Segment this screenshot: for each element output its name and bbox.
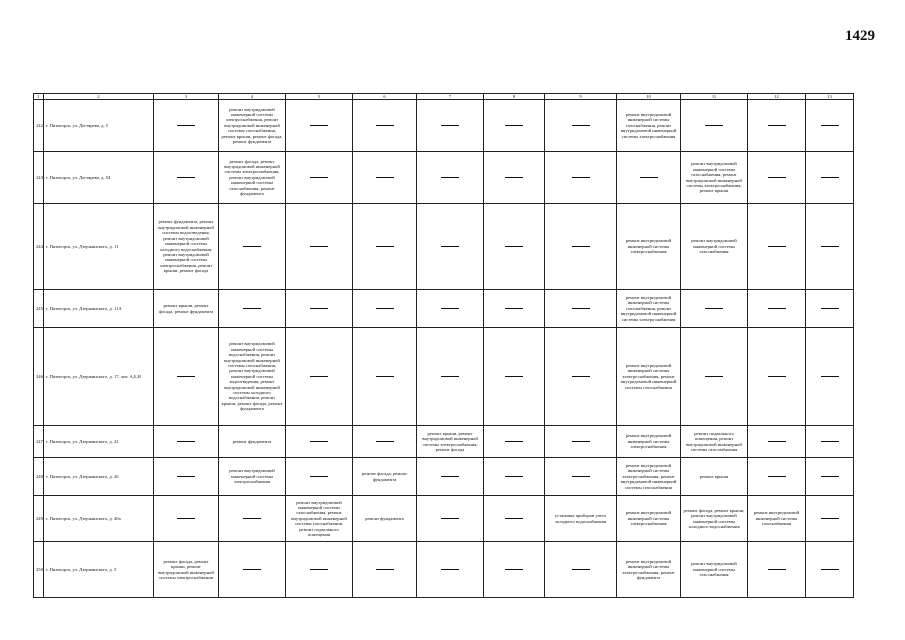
empty-dash-cell <box>154 328 219 426</box>
dash-mark <box>821 441 839 442</box>
dash-mark <box>505 177 523 178</box>
table-body <box>34 100 854 598</box>
dash-mark <box>441 308 459 309</box>
dash-mark <box>243 518 261 519</box>
address-cell: г. Пятигорск, ул. Дзержинского, д. 17, лит. А,Б,В <box>44 328 154 426</box>
empty-dash-cell <box>219 290 286 328</box>
empty-dash-cell <box>484 496 545 542</box>
work-type-text: ремонт внутридомовой инженерной системы газоснабжения, ремонт внутридомовой инженерной системы электроснабжения, ремонт крыши <box>686 161 742 194</box>
empty-dash-cell <box>748 152 806 204</box>
column-header: 9 <box>545 94 617 100</box>
work-type-cell <box>219 426 286 458</box>
dash-mark <box>376 308 394 309</box>
column-header: 7 <box>417 94 484 100</box>
empty-dash-cell <box>545 542 617 598</box>
table-row <box>34 542 854 598</box>
work-type-text: ремонт внутридомовой инженерной системы электроснабжения <box>625 238 672 255</box>
empty-dash-cell <box>417 328 484 426</box>
dash-mark <box>572 441 590 442</box>
dash-mark <box>505 441 523 442</box>
work-type-cell <box>545 496 617 542</box>
table-row <box>34 152 854 204</box>
dash-mark <box>505 569 523 570</box>
dash-mark <box>768 476 786 477</box>
work-type-text: ремонт фундамента, ремонт внутридомовой инженерной системы водоотведения, ремонт внутридомовой инженерной системы холодного водоснабжения, ремонт внутридомовой инженерной системы электроснабжения, ремонт крыши, ремонт фасада <box>158 219 214 274</box>
address-cell: г. Пятигорск, ул. Дзержинского, д. 5 <box>44 542 154 598</box>
dash-mark <box>243 246 261 247</box>
column-header: 1 <box>34 94 44 100</box>
empty-dash-cell <box>219 204 286 290</box>
empty-dash-cell <box>484 542 545 598</box>
work-type-text: ремонт внутридомовой инженерной системы газоснабжения <box>691 561 737 578</box>
row-number: 244 <box>34 204 44 290</box>
dash-mark <box>572 476 590 477</box>
empty-dash-cell <box>353 152 417 204</box>
empty-dash-cell <box>545 100 617 152</box>
dash-mark <box>821 376 839 377</box>
work-type-cell <box>617 458 681 496</box>
empty-dash-cell <box>806 290 854 328</box>
work-type-text: ремонт фасада, ремонт внутридомовой инженерной системы электроснабжения, ремонт внутридомовой инженерной системы газоснабжения, ремонт фундамента <box>224 158 280 197</box>
dash-mark <box>768 125 786 126</box>
repair-schedule-table <box>33 93 854 598</box>
empty-dash-cell <box>748 458 806 496</box>
dash-mark <box>441 177 459 178</box>
dash-mark <box>705 308 723 309</box>
empty-dash-cell <box>154 152 219 204</box>
empty-dash-cell <box>806 458 854 496</box>
work-type-cell <box>748 496 806 542</box>
work-type-cell <box>617 542 681 598</box>
empty-dash-cell <box>681 290 748 328</box>
work-type-cell <box>681 204 748 290</box>
dash-mark <box>310 125 328 126</box>
dash-mark <box>821 246 839 247</box>
empty-dash-cell <box>219 542 286 598</box>
work-type-text: ремонт фасада, ремонт фундамента <box>362 471 407 482</box>
dash-mark <box>572 246 590 247</box>
work-type-text: ремонт внутридомовой инженерной системы газоснабжения, ремонт внутридомовой инженерной системы электроснабжения <box>620 111 677 139</box>
table-row <box>34 496 854 542</box>
dash-mark <box>505 246 523 247</box>
empty-dash-cell <box>545 204 617 290</box>
row-number: 250 <box>34 542 44 598</box>
row-number: 243 <box>34 152 44 204</box>
empty-dash-cell <box>748 290 806 328</box>
dash-mark <box>441 518 459 519</box>
dash-mark <box>705 376 723 377</box>
work-type-text: ремонт внутридомовой инженерной системы электроснабжения <box>625 510 672 527</box>
work-type-text: ремонт фундамента <box>232 438 272 444</box>
dash-mark <box>441 246 459 247</box>
dash-mark <box>310 308 328 309</box>
empty-dash-cell <box>617 152 681 204</box>
dash-mark <box>505 518 523 519</box>
work-type-cell <box>617 100 681 152</box>
work-type-cell <box>219 152 286 204</box>
column-header: 8 <box>484 94 545 100</box>
dash-mark <box>310 441 328 442</box>
work-type-text: ремонт фасада, ремонт крыши, ремонт внутридомовой инженерной системы электроснабжения <box>158 558 214 580</box>
empty-dash-cell <box>417 542 484 598</box>
empty-dash-cell <box>806 204 854 290</box>
empty-dash-cell <box>748 426 806 458</box>
dash-mark <box>441 476 459 477</box>
dash-mark <box>441 125 459 126</box>
work-type-text: ремонт крыши, ремонт фасада, ремонт фундамента <box>158 303 214 314</box>
dash-mark <box>821 177 839 178</box>
empty-dash-cell <box>806 328 854 426</box>
column-header: 3 <box>154 94 219 100</box>
work-type-text: ремонт фасада, ремонт крыши, ремонт внутридомовой инженерной системы холодного водоснабжения <box>683 507 745 529</box>
dash-mark <box>821 476 839 477</box>
work-type-text: ремонт внутридомовой инженерной системы газоснабжения <box>753 510 800 527</box>
empty-dash-cell <box>353 426 417 458</box>
empty-dash-cell <box>353 204 417 290</box>
empty-dash-cell <box>154 458 219 496</box>
empty-dash-cell <box>417 204 484 290</box>
work-type-cell <box>681 542 748 598</box>
empty-dash-cell <box>484 100 545 152</box>
work-type-text: ремонт внутридомовой инженерной системы газоснабжения, ремонт внутридомовой инженерной системы газоснабжения, ремонт подвального помещения <box>291 499 347 538</box>
dash-mark <box>177 177 195 178</box>
dash-mark <box>310 177 328 178</box>
row-number: 248 <box>34 458 44 496</box>
dash-mark <box>768 441 786 442</box>
empty-dash-cell <box>154 496 219 542</box>
empty-dash-cell <box>484 426 545 458</box>
dash-mark <box>441 376 459 377</box>
empty-dash-cell <box>353 290 417 328</box>
work-type-cell <box>417 426 484 458</box>
table-row <box>34 458 854 496</box>
work-type-text: ремонт внутридомовой инженерной системы водоснабжения, ремонт внутридомовой инженерной системы газоснабжения, ремонт внутридомовой инженерной системы водоотведения, ремонт внутридомовой инженерной системы холодного водоснабжения, ремонт крыши, ремонт фасада, ремонт фундамента <box>221 341 283 412</box>
empty-dash-cell <box>154 426 219 458</box>
column-header: 6 <box>353 94 417 100</box>
column-header: 4 <box>219 94 286 100</box>
empty-dash-cell <box>286 328 353 426</box>
address-cell: г. Пятигорск, ул. Дзержинского, д. 22 <box>44 426 154 458</box>
empty-dash-cell <box>353 100 417 152</box>
dash-mark <box>310 376 328 377</box>
row-number: 245 <box>34 290 44 328</box>
dash-mark <box>177 376 195 377</box>
table-row <box>34 204 854 290</box>
column-header: 12 <box>748 94 806 100</box>
empty-dash-cell <box>286 100 353 152</box>
dash-mark <box>243 308 261 309</box>
work-type-text: ремонт крыши <box>699 473 729 479</box>
dash-mark <box>177 441 195 442</box>
empty-dash-cell <box>286 426 353 458</box>
work-type-cell <box>154 290 219 328</box>
dash-mark <box>572 177 590 178</box>
work-type-cell <box>617 426 681 458</box>
dash-mark <box>310 569 328 570</box>
table-row <box>34 290 854 328</box>
empty-dash-cell <box>286 458 353 496</box>
dash-mark <box>177 125 195 126</box>
dash-mark <box>768 246 786 247</box>
dash-mark <box>821 308 839 309</box>
empty-dash-cell <box>681 328 748 426</box>
empty-dash-cell <box>286 152 353 204</box>
dash-mark <box>821 125 839 126</box>
work-type-text: ремонт внутридомовой инженерной системы электроснабжения, ремонт внутридомовой инженерной системы газоснабжения <box>620 462 677 490</box>
empty-dash-cell <box>417 496 484 542</box>
dash-mark <box>376 569 394 570</box>
dash-mark <box>768 177 786 178</box>
work-type-cell <box>353 496 417 542</box>
address-cell: г. Пятигорск, ул. Дзержинского, д. 11А <box>44 290 154 328</box>
dash-mark <box>572 569 590 570</box>
empty-dash-cell <box>417 458 484 496</box>
empty-dash-cell <box>286 290 353 328</box>
empty-dash-cell <box>748 204 806 290</box>
work-type-cell <box>617 328 681 426</box>
dash-mark <box>768 308 786 309</box>
row-number: 242 <box>34 100 44 152</box>
dash-mark <box>572 376 590 377</box>
work-type-text: ремонт внутридомовой инженерной системы электроснабжения, ремонт внутридомовой инженерной системы газоснабжения <box>620 362 677 390</box>
dash-mark <box>376 441 394 442</box>
row-number: 249 <box>34 496 44 542</box>
work-type-cell <box>219 328 286 426</box>
empty-dash-cell <box>286 204 353 290</box>
empty-dash-cell <box>484 204 545 290</box>
empty-dash-cell <box>748 100 806 152</box>
page-number: 1429 <box>845 28 875 44</box>
empty-dash-cell <box>545 290 617 328</box>
work-type-text: ремонт внутридомовой инженерной системы электроснабжения <box>625 433 672 450</box>
dash-mark <box>376 177 394 178</box>
work-type-cell <box>681 152 748 204</box>
empty-dash-cell <box>545 426 617 458</box>
empty-dash-cell <box>353 328 417 426</box>
column-header: 5 <box>286 94 353 100</box>
dash-mark <box>505 376 523 377</box>
dash-mark <box>768 569 786 570</box>
work-type-cell <box>681 496 748 542</box>
column-header: 11 <box>681 94 748 100</box>
empty-dash-cell <box>484 458 545 496</box>
empty-dash-cell <box>806 426 854 458</box>
dash-mark <box>572 308 590 309</box>
row-number: 246 <box>34 328 44 426</box>
dash-mark <box>376 376 394 377</box>
column-header: 10 <box>617 94 681 100</box>
empty-dash-cell <box>748 542 806 598</box>
dash-mark <box>376 246 394 247</box>
work-type-cell <box>617 496 681 542</box>
dash-mark <box>768 376 786 377</box>
work-type-cell <box>353 458 417 496</box>
address-cell: г. Пятигорск, ул. Дегтярева, д. 54 <box>44 152 154 204</box>
dash-mark <box>310 476 328 477</box>
dash-mark <box>177 518 195 519</box>
work-type-text: ремонт подвального помещения, ремонт внутридомовой инженерной системы газоснабжения <box>686 430 742 452</box>
empty-dash-cell <box>417 290 484 328</box>
dash-mark <box>821 518 839 519</box>
empty-dash-cell <box>806 152 854 204</box>
table-row <box>34 328 854 426</box>
column-header: 2 <box>44 94 154 100</box>
empty-dash-cell <box>806 542 854 598</box>
address-cell: г. Пятигорск, ул. Дзержинского, д. 26 <box>44 458 154 496</box>
dash-mark <box>505 125 523 126</box>
work-type-cell <box>154 204 219 290</box>
empty-dash-cell <box>417 100 484 152</box>
work-type-text: ремонт внутридомовой инженерной системы газоснабжения <box>691 238 737 255</box>
empty-dash-cell <box>681 100 748 152</box>
work-type-text: ремонт внутридомовой инженерной системы электроснабжения, ремонт фундамента <box>622 558 675 580</box>
dash-mark <box>640 177 658 178</box>
empty-dash-cell <box>219 496 286 542</box>
empty-dash-cell <box>545 328 617 426</box>
work-type-text: ремонт крыши, ремонт внутридомовой инженерной системы электроснабжения, ремонт фасада <box>422 430 478 452</box>
work-type-cell <box>219 458 286 496</box>
empty-dash-cell <box>806 496 854 542</box>
work-type-cell <box>219 100 286 152</box>
dash-mark <box>177 476 195 477</box>
address-cell: г. Пятигорск, ул. Дзержинского, д. 40а <box>44 496 154 542</box>
table-row <box>34 426 854 458</box>
empty-dash-cell <box>806 100 854 152</box>
work-type-text: ремонт внутридомовой инженерной системы электроснабжения, ремонт внутридомовой инженерной системы газоснабжения, ремонт крыши, ремонт фасада, ремонт фундамента <box>221 106 283 145</box>
work-type-text: установка приборов учета холодного водоснабжения <box>554 513 607 524</box>
empty-dash-cell <box>484 328 545 426</box>
dash-mark <box>243 569 261 570</box>
work-type-text: ремонт фундамента <box>365 515 404 521</box>
empty-dash-cell <box>545 152 617 204</box>
empty-dash-cell <box>286 542 353 598</box>
empty-dash-cell <box>417 152 484 204</box>
table-row <box>34 100 854 152</box>
dash-mark <box>505 308 523 309</box>
row-number: 247 <box>34 426 44 458</box>
empty-dash-cell <box>484 152 545 204</box>
work-type-cell <box>681 458 748 496</box>
work-type-cell <box>154 542 219 598</box>
address-cell: г. Пятигорск, ул. Дегтярева, д. 5 <box>44 100 154 152</box>
empty-dash-cell <box>353 542 417 598</box>
dash-mark <box>821 569 839 570</box>
dash-mark <box>572 125 590 126</box>
work-type-cell <box>286 496 353 542</box>
work-type-cell <box>617 204 681 290</box>
work-type-text: ремонт внутридомовой инженерной системы газоснабжения, ремонт внутридомовой инженерной системы электроснабжения <box>620 294 677 322</box>
empty-dash-cell <box>484 290 545 328</box>
dash-mark <box>441 569 459 570</box>
dash-mark <box>505 476 523 477</box>
dash-mark <box>376 125 394 126</box>
work-type-cell <box>617 290 681 328</box>
empty-dash-cell <box>154 100 219 152</box>
empty-dash-cell <box>748 328 806 426</box>
address-cell: г. Пятигорск, ул. Дзержинского, д. 11 <box>44 204 154 290</box>
dash-mark <box>310 246 328 247</box>
dash-mark <box>705 125 723 126</box>
work-type-text: ремонт внутридомовой инженерной системы электроснабжения <box>229 468 275 485</box>
work-type-cell <box>681 426 748 458</box>
column-header: 13 <box>806 94 854 100</box>
empty-dash-cell <box>545 458 617 496</box>
